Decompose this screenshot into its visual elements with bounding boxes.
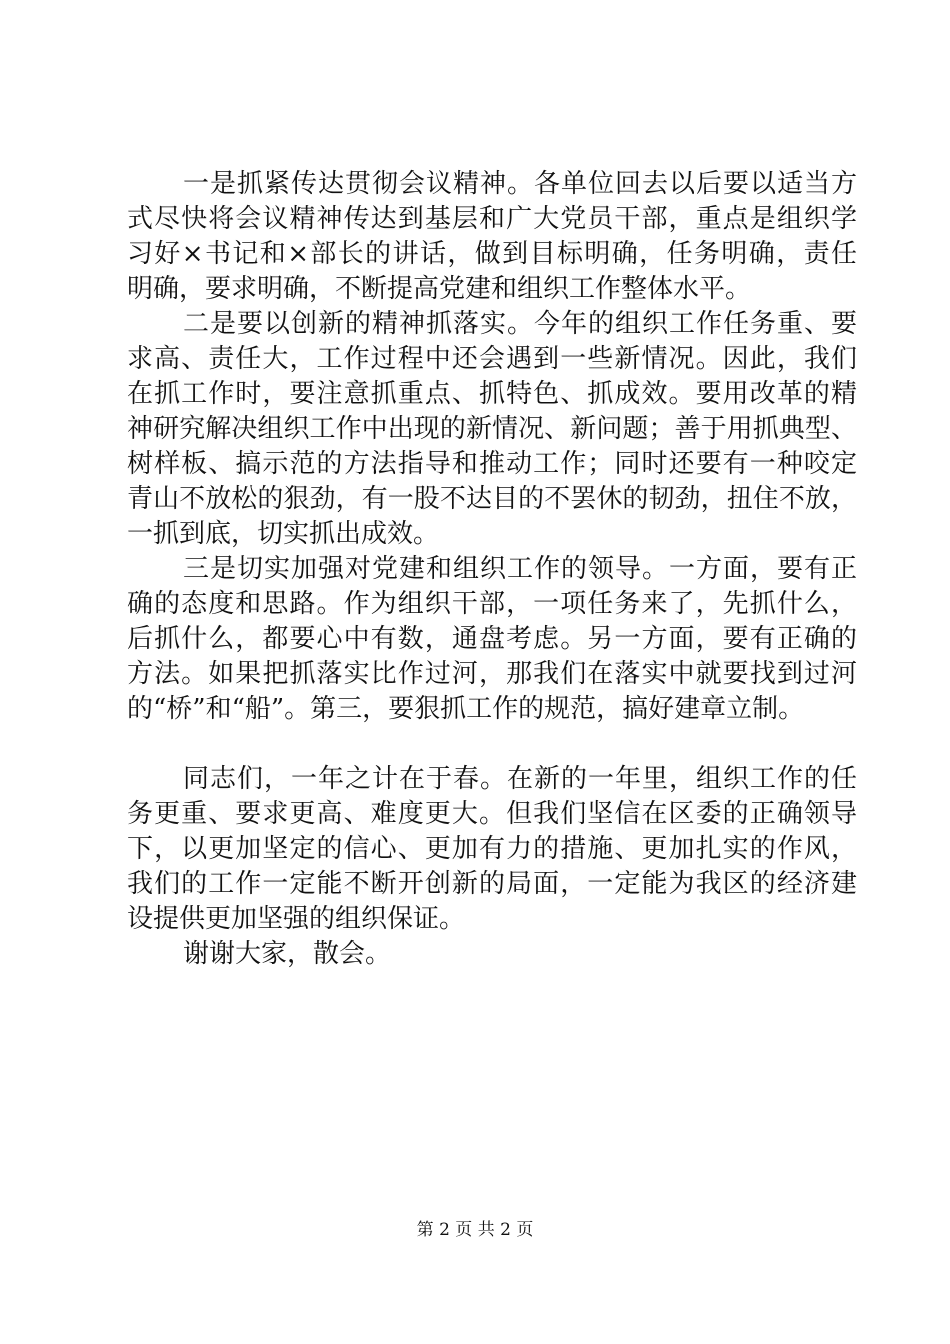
page-number-footer: 第 2 页 共 2 页 [416, 1220, 534, 1240]
text-line: 一是抓紧传达贯彻会议精神。各单位回去以后要以适当方 [183, 169, 857, 199]
text-line: 务更重、要求更高、难度更大。但我们坚信在区委的正确领导 [127, 799, 857, 829]
text-line: 三是切实加强对党建和组织工作的领导。一方面，要有正 [183, 554, 857, 584]
text-line: 设提供更加坚强的组织保证。 [127, 904, 466, 934]
paragraph-3 [127, 552, 857, 727]
text-line: 谢谢大家，散会。 [183, 939, 392, 969]
text-line: 二是要以创新的精神抓落实。今年的组织工作任务重、要 [183, 309, 857, 339]
paragraph-1 [127, 167, 857, 307]
paragraph-spacer [127, 727, 857, 762]
text-line: 下，以更加坚定的信心、更加有力的措施、更加扎实的作风， [127, 834, 857, 864]
text-line: 同志们，一年之计在于春。在新的一年里，组织工作的任 [183, 764, 857, 794]
paragraph-4 [127, 762, 857, 937]
text-line: 习好×书记和×部长的讲话，做到目标明确，任务明确，责任 [127, 239, 857, 269]
text-line: 树样板、搞示范的方法指导和推动工作；同时还要有一种咬定 [127, 449, 857, 479]
text-line: 明确，要求明确，不断提高党建和组织工作整体水平。 [127, 274, 752, 304]
text-line: 青山不放松的狠劲，有一股不达目的不罢休的韧劲，扭住不放， [127, 484, 857, 514]
text-line: 求高、责任大，工作过程中还会遇到一些新情况。因此，我们 [127, 344, 857, 374]
text-line: 的“桥”和“船”。第三，要狠抓工作的规范，搞好建章立制。 [127, 694, 805, 724]
paragraph-5 [127, 937, 857, 972]
text-line: 式尽快将会议精神传达到基层和广大党员干部，重点是组织学 [127, 204, 857, 234]
text-line: 在抓工作时，要注意抓重点、抓特色、抓成效。要用改革的精 [127, 379, 857, 409]
paragraph-2 [127, 307, 857, 552]
text-line: 后抓什么，都要心中有数，通盘考虑。另一方面，要有正确的 [127, 624, 857, 654]
text-line: 神研究解决组织工作中出现的新情况、新问题；善于用抓典型、 [127, 414, 857, 444]
text-line: 确的态度和思路。作为组织干部，一项任务来了，先抓什么， [127, 589, 857, 619]
text-line: 一抓到底，切实抓出成效。 [127, 519, 440, 549]
text-line: 方法。如果把抓落实比作过河，那我们在落实中就要找到过河 [127, 659, 857, 689]
document-body [127, 167, 857, 972]
text-line: 我们的工作一定能不断开创新的局面，一定能为我区的经济建 [127, 869, 857, 899]
